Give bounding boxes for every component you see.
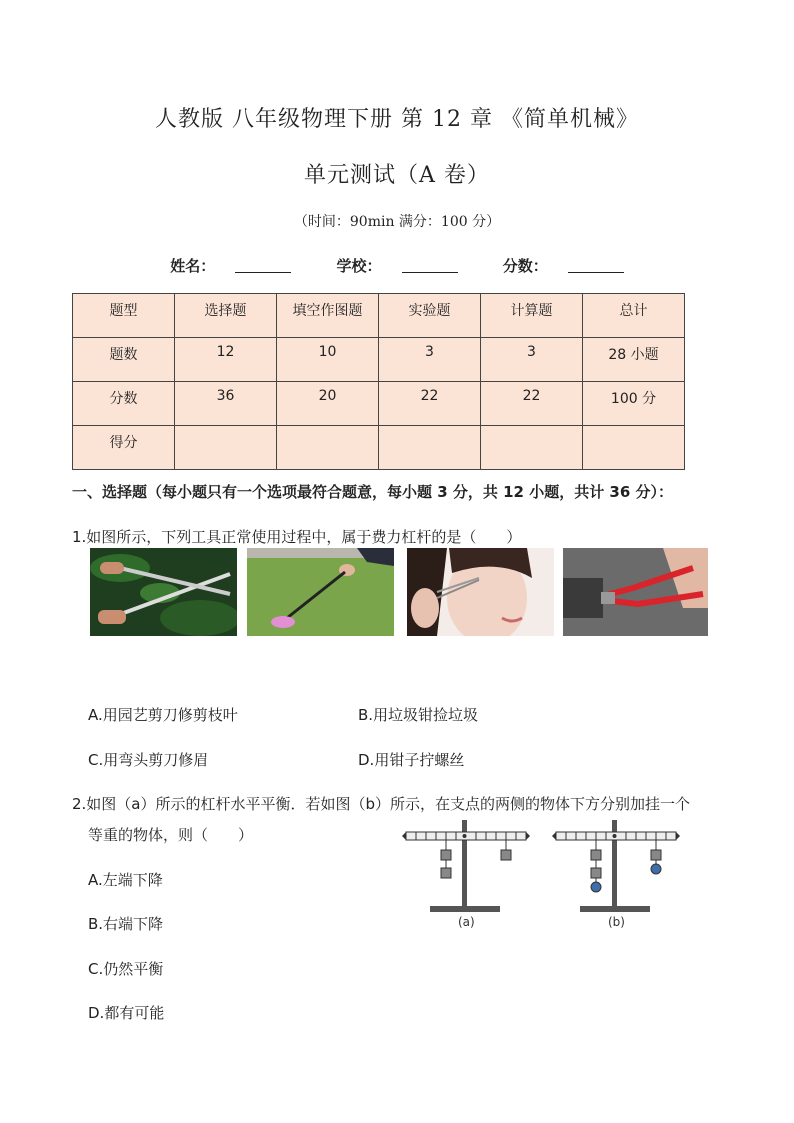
table-cell: 36: [175, 382, 277, 426]
table-cell[interactable]: [277, 426, 379, 470]
question-2-stem-line1: 2.如图（a）所示的杠杆水平平衡．若如图（b）所示，在支点的两侧的物体下方分别加挂一个: [72, 795, 691, 813]
figure-a-label: (a): [458, 915, 475, 929]
figure-b-label: (b): [608, 915, 625, 929]
table-cell: 20: [277, 382, 379, 426]
table-cell: 总计: [583, 294, 685, 338]
table-cell: 28 小题: [583, 338, 685, 382]
table-row: [73, 426, 685, 470]
score-table: [72, 293, 685, 470]
table-cell: 100 分: [583, 382, 685, 426]
table-cell: 题数: [73, 338, 175, 382]
table-cell[interactable]: [379, 426, 481, 470]
score-blank[interactable]: [568, 258, 624, 273]
table-cell: 选择题: [175, 294, 277, 338]
table-cell: 题型: [73, 294, 175, 338]
garden-shears-photo: [90, 548, 237, 636]
table-cell[interactable]: [481, 426, 583, 470]
table-row: [73, 294, 685, 338]
q2-option-a[interactable]: A.左端下降: [88, 871, 163, 889]
eyebrow-scissors-photo: [407, 548, 554, 636]
name-blank[interactable]: [235, 258, 291, 273]
table-cell[interactable]: [175, 426, 277, 470]
q2-option-d[interactable]: D.都有可能: [88, 1004, 165, 1022]
section-heading: 一、选择题（每小题只有一个选项最符合题意，每小题 3 分，共 12 小题，共计 36 分）：: [72, 483, 674, 501]
question-2-stem-line2: 等重的物体，则（ ）: [88, 826, 254, 844]
page-title: 人教版 八年级物理下册 第 12 章 《简单机械》: [155, 107, 639, 132]
table-cell: 得分: [73, 426, 175, 470]
page-subtitle: 单元测试（A 卷）: [304, 163, 490, 188]
table-cell: 10: [277, 338, 379, 382]
q1-option-d[interactable]: D.用钳子拧螺丝: [358, 751, 465, 769]
table-row: [73, 382, 685, 426]
q2-option-c[interactable]: C.仍然平衡: [88, 960, 164, 978]
question-1-stem: 1.如图所示，下列工具正常使用过程中，属于费力杠杆的是（ ）: [72, 528, 522, 546]
q1-option-b[interactable]: B.用垃圾钳捡垃圾: [358, 706, 479, 724]
table-cell: 12: [175, 338, 277, 382]
table-cell: 分数: [73, 382, 175, 426]
pliers-photo: [563, 548, 708, 636]
table-cell: 3: [481, 338, 583, 382]
q1-option-a[interactable]: A.用园艺剪刀修剪枝叶: [88, 706, 238, 724]
litter-picker-photo: [247, 548, 394, 636]
q2-option-b[interactable]: B.右端下降: [88, 915, 164, 933]
time-info: （时间：90min 满分：100 分）: [293, 214, 501, 230]
school-blank[interactable]: [402, 258, 458, 273]
school-label: 学校：: [336, 257, 382, 275]
table-cell: 实验题: [379, 294, 481, 338]
table-cell: 22: [379, 382, 481, 426]
table-cell: 3: [379, 338, 481, 382]
lever-figure-a: [400, 818, 540, 933]
name-label: 姓名：: [170, 257, 216, 275]
lever-figure-b: [550, 818, 690, 933]
student-info-row: [0, 255, 794, 276]
table-row: [73, 338, 685, 382]
table-cell: 22: [481, 382, 583, 426]
table-cell[interactable]: [583, 426, 685, 470]
table-cell: 计算题: [481, 294, 583, 338]
q1-option-c[interactable]: C.用弯头剪刀修眉: [88, 751, 209, 769]
score-label: 分数：: [502, 257, 548, 275]
table-cell: 填空作图题: [277, 294, 379, 338]
